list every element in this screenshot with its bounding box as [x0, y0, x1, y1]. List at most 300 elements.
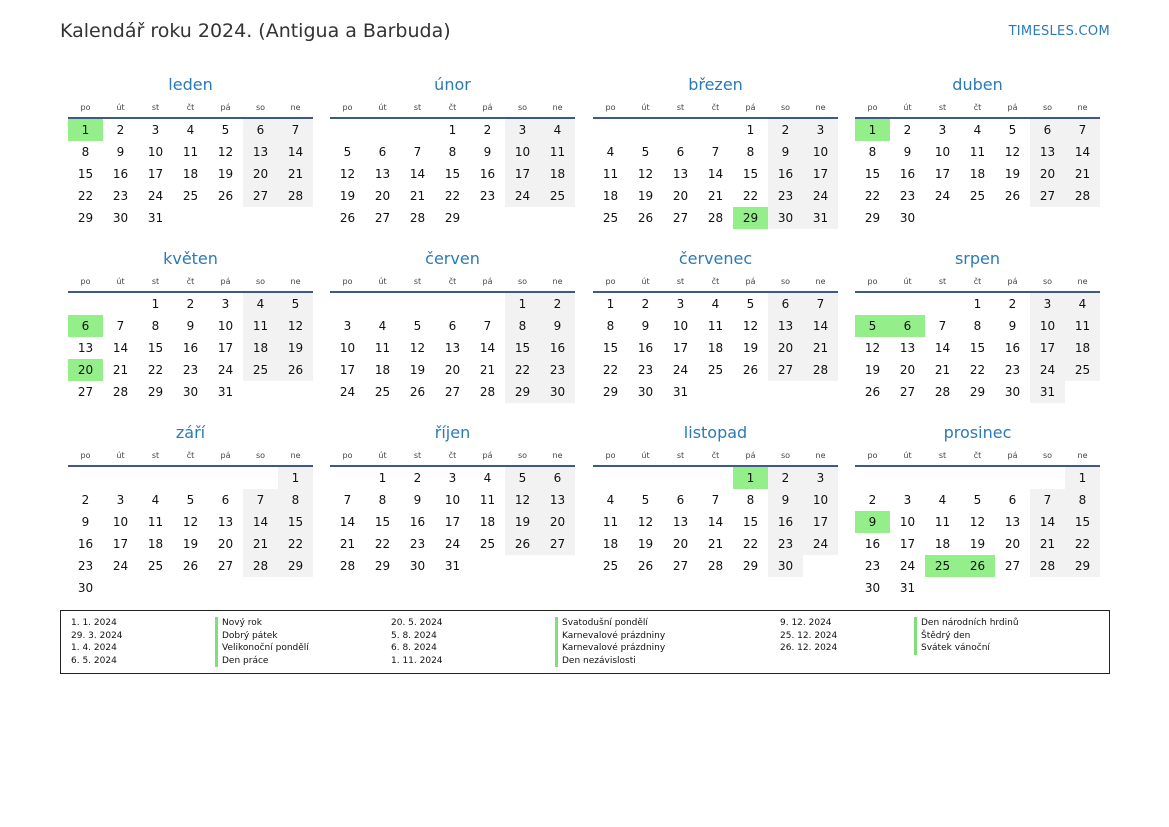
week-row: [68, 315, 313, 337]
weekday-label: út: [641, 450, 650, 460]
day-cell: 3: [903, 493, 912, 507]
weekday-header: [330, 272, 575, 290]
day-cell: 28: [803, 359, 838, 381]
month-7: [593, 246, 838, 403]
day-cell: 28: [339, 559, 356, 573]
day-cell: 9: [768, 141, 803, 163]
weekday-label: čt: [186, 450, 195, 460]
day-cell: 20: [217, 537, 234, 551]
day-cell: 27: [540, 533, 575, 555]
day-cell: 19: [637, 189, 654, 203]
day-cell: 23: [77, 559, 94, 573]
day-cell: 17: [1030, 337, 1065, 359]
weekday-label: út: [116, 450, 125, 460]
day-cell: 10: [803, 141, 838, 163]
day-cell: 23: [182, 363, 199, 377]
day-cell: 30: [637, 385, 654, 399]
day-cell: 27: [672, 559, 689, 573]
day-cell: 9: [768, 489, 803, 511]
day-cell: 16: [768, 163, 803, 185]
holiday-name: Svatodušní pondělí: [555, 617, 648, 630]
day-cell: 7: [938, 319, 947, 333]
week-row: [330, 207, 575, 229]
day-cell: 24: [339, 385, 356, 399]
month-name: červen: [425, 249, 480, 268]
day-cell: 7: [803, 293, 838, 315]
weekday-header: [855, 272, 1100, 290]
day-cell: 23: [112, 189, 129, 203]
day-cell: 7: [243, 489, 278, 511]
day-cell: 4: [606, 493, 615, 507]
day-cell: 17: [505, 163, 540, 185]
day-cell: 28: [243, 555, 278, 577]
day-cell: 18: [147, 537, 164, 551]
empty-cell: [68, 293, 103, 315]
week-row: [855, 337, 1100, 359]
holiday-entry: [780, 617, 1100, 630]
weekday-label: pá: [220, 276, 231, 286]
day-cell: 23: [479, 189, 496, 203]
day-cell: 1: [505, 293, 540, 315]
day-cell: 27: [1004, 559, 1021, 573]
day-cell: 8: [151, 319, 160, 333]
month-name: listopad: [683, 423, 748, 442]
holiday-date: 29. 3. 2024: [71, 630, 123, 641]
day-cell: 1: [606, 297, 615, 311]
weekday-label: so: [255, 102, 266, 112]
empty-cell: [698, 119, 733, 141]
day-cell: 16: [77, 537, 94, 551]
day-cell: 2: [116, 123, 125, 137]
weekday-label: ne: [552, 276, 563, 286]
holiday-name: Karnevalové prázdniny: [555, 642, 665, 655]
day-cell: 22: [969, 363, 986, 377]
week-row: [68, 511, 313, 533]
day-cell: 19: [339, 189, 356, 203]
day-cell: 9: [116, 145, 125, 159]
empty-cell: [365, 293, 400, 315]
day-cell: 29: [77, 211, 94, 225]
day-cell: 27: [374, 211, 391, 225]
weekday-label: út: [641, 276, 650, 286]
weekday-label: po: [867, 102, 878, 112]
empty-cell: [103, 577, 138, 599]
month-name: duben: [952, 75, 1003, 94]
day-cell: 22: [602, 363, 619, 377]
holiday-day-cell: 1: [68, 119, 103, 141]
weekday-label: po: [867, 450, 878, 460]
day-cell: 1: [1065, 467, 1100, 489]
holiday-entry: [391, 617, 771, 630]
day-cell: 8: [1065, 489, 1100, 511]
day-cell: 11: [374, 341, 391, 355]
empty-cell: [208, 467, 243, 489]
day-cell: 5: [746, 297, 755, 311]
weekday-label: st: [151, 276, 160, 286]
day-cell: 7: [483, 319, 492, 333]
holiday-name: Den národních hrdinů: [914, 617, 1019, 630]
weekday-label: út: [378, 102, 387, 112]
day-cell: 30: [112, 211, 129, 225]
weekday-label: ne: [1077, 102, 1088, 112]
weekday-label: čt: [711, 450, 720, 460]
day-cell: 19: [969, 537, 986, 551]
day-cell: 10: [339, 341, 356, 355]
day-cell: 27: [217, 559, 234, 573]
day-cell: 15: [374, 515, 391, 529]
day-cell: 20: [1004, 537, 1021, 551]
month-name: květen: [163, 249, 218, 268]
empty-cell: [435, 293, 470, 315]
empty-cell: [593, 467, 628, 489]
day-cell: 5: [641, 145, 650, 159]
week-row: [855, 163, 1100, 185]
day-cell: 13: [672, 167, 689, 181]
day-cell: 23: [864, 559, 881, 573]
day-cell: 10: [803, 489, 838, 511]
empty-cell: [330, 293, 365, 315]
week-row: [593, 381, 838, 403]
day-cell: 12: [339, 167, 356, 181]
weekday-header: [330, 98, 575, 116]
weekday-label: čt: [448, 450, 457, 460]
day-cell: 28: [112, 385, 129, 399]
day-cell: 7: [343, 493, 352, 507]
week-row: [68, 141, 313, 163]
day-cell: 23: [768, 533, 803, 555]
day-cell: 2: [483, 123, 492, 137]
empty-cell: [243, 207, 278, 229]
day-cell: 14: [112, 341, 129, 355]
week-row: [855, 207, 1100, 229]
day-cell: 18: [602, 189, 619, 203]
day-cell: 7: [711, 493, 720, 507]
day-cell: 23: [540, 359, 575, 381]
day-cell: 8: [746, 493, 755, 507]
empty-cell: [400, 293, 435, 315]
day-cell: 10: [444, 493, 461, 507]
day-cell: 6: [1008, 493, 1017, 507]
empty-cell: [208, 207, 243, 229]
weekday-label: ne: [290, 276, 301, 286]
holiday-date: 6. 5. 2024: [71, 655, 117, 666]
day-cell: 5: [973, 493, 982, 507]
empty-cell: [663, 119, 698, 141]
day-cell: 12: [742, 319, 759, 333]
holiday-day-cell: 26: [960, 555, 995, 577]
day-cell: 6: [768, 293, 803, 315]
day-cell: 13: [899, 341, 916, 355]
empty-cell: [1030, 467, 1065, 489]
empty-cell: [1030, 577, 1065, 599]
day-cell: 6: [676, 493, 685, 507]
day-cell: 20: [374, 189, 391, 203]
weekday-header: [330, 446, 575, 464]
day-cell: 30: [768, 207, 803, 229]
day-cell: 25: [1065, 359, 1100, 381]
empty-cell: [855, 293, 890, 315]
month-12: [855, 420, 1100, 599]
weekday-label: so: [255, 450, 266, 460]
day-cell: 26: [1004, 189, 1021, 203]
empty-cell: [505, 207, 540, 229]
weekday-label: so: [517, 102, 528, 112]
day-cell: 15: [969, 341, 986, 355]
day-cell: 18: [707, 341, 724, 355]
day-cell: 25: [374, 385, 391, 399]
empty-cell: [278, 381, 313, 403]
day-cell: 17: [803, 163, 838, 185]
day-cell: 22: [77, 189, 94, 203]
weekday-label: út: [903, 450, 912, 460]
day-cell: 22: [742, 537, 759, 551]
weekday-label: so: [517, 276, 528, 286]
holiday-name: Svátek vánoční: [914, 642, 990, 655]
day-cell: 21: [1065, 163, 1100, 185]
day-cell: 3: [151, 123, 160, 137]
empty-cell: [365, 119, 400, 141]
day-cell: 8: [81, 145, 90, 159]
day-cell: 29: [374, 559, 391, 573]
day-cell: 26: [278, 359, 313, 381]
day-cell: 15: [602, 341, 619, 355]
empty-cell: [138, 577, 173, 599]
day-cell: 16: [899, 167, 916, 181]
day-cell: 10: [672, 319, 689, 333]
day-cell: 18: [479, 515, 496, 529]
week-row: [855, 359, 1100, 381]
weekday-label: ne: [1077, 450, 1088, 460]
empty-cell: [593, 119, 628, 141]
day-cell: 21: [112, 363, 129, 377]
day-cell: 14: [1030, 511, 1065, 533]
day-cell: 15: [742, 515, 759, 529]
weekday-label: ne: [552, 102, 563, 112]
empty-cell: [1065, 207, 1100, 229]
day-cell: 10: [217, 319, 234, 333]
weekday-label: út: [116, 276, 125, 286]
weekday-label: so: [1042, 276, 1053, 286]
empty-cell: [243, 381, 278, 403]
week-row: [593, 163, 838, 185]
day-cell: 11: [182, 145, 199, 159]
week-row: [330, 381, 575, 403]
day-cell: 25: [969, 189, 986, 203]
day-cell: 3: [343, 319, 352, 333]
weekday-label: so: [1042, 102, 1053, 112]
weekday-label: pá: [482, 450, 493, 460]
month-name: říjen: [434, 423, 471, 442]
day-cell: 17: [444, 515, 461, 529]
day-cell: 15: [147, 341, 164, 355]
month-6: [330, 246, 575, 403]
weekday-label: st: [151, 450, 160, 460]
day-cell: 4: [483, 471, 492, 485]
day-cell: 20: [243, 163, 278, 185]
day-cell: 22: [374, 537, 391, 551]
holiday-date: 25. 12. 2024: [780, 630, 838, 641]
holiday-day-cell: 9: [855, 511, 890, 533]
day-cell: 17: [899, 537, 916, 551]
day-cell: 11: [147, 515, 164, 529]
day-cell: 28: [934, 385, 951, 399]
weekday-label: pá: [220, 102, 231, 112]
day-cell: 31: [899, 581, 916, 595]
day-cell: 12: [637, 167, 654, 181]
weekday-label: pá: [745, 276, 756, 286]
day-cell: 13: [243, 141, 278, 163]
day-cell: 28: [1065, 185, 1100, 207]
day-cell: 16: [637, 341, 654, 355]
holiday-day-cell: 1: [855, 119, 890, 141]
day-cell: 3: [448, 471, 457, 485]
day-cell: 1: [151, 297, 160, 311]
week-row: [855, 141, 1100, 163]
day-cell: 14: [243, 511, 278, 533]
weekday-label: st: [938, 450, 947, 460]
day-cell: 4: [540, 119, 575, 141]
month-name: únor: [434, 75, 471, 94]
day-cell: 30: [768, 555, 803, 577]
empty-cell: [960, 207, 995, 229]
day-cell: 31: [147, 211, 164, 225]
day-cell: 22: [1065, 533, 1100, 555]
day-cell: 27: [77, 385, 94, 399]
day-cell: 13: [77, 341, 94, 355]
empty-cell: [960, 577, 995, 599]
week-row: [68, 555, 313, 577]
weekday-header: [593, 446, 838, 464]
day-cell: 3: [116, 493, 125, 507]
day-cell: 14: [339, 515, 356, 529]
month-3: [593, 72, 838, 229]
day-cell: 24: [147, 189, 164, 203]
day-cell: 26: [864, 385, 881, 399]
weekday-label: po: [342, 276, 353, 286]
day-cell: 12: [409, 341, 426, 355]
day-cell: 10: [899, 515, 916, 529]
day-cell: 22: [505, 359, 540, 381]
empty-cell: [698, 381, 733, 403]
day-cell: 12: [182, 515, 199, 529]
day-cell: 25: [147, 559, 164, 573]
holiday-entry: [391, 642, 771, 655]
weekday-label: po: [80, 276, 91, 286]
weekday-label: čt: [448, 276, 457, 286]
empty-cell: [803, 555, 838, 577]
day-cell: 21: [934, 363, 951, 377]
day-cell: 14: [409, 167, 426, 181]
holiday-date: 1. 4. 2024: [71, 643, 117, 654]
day-cell: 11: [243, 315, 278, 337]
week-row: [330, 337, 575, 359]
day-cell: 29: [864, 211, 881, 225]
empty-cell: [663, 467, 698, 489]
week-row: [855, 555, 1100, 577]
weekday-label: po: [80, 102, 91, 112]
day-cell: 1: [378, 471, 387, 485]
day-cell: 26: [217, 189, 234, 203]
holiday-name: Karnevalové prázdniny: [555, 630, 665, 643]
day-cell: 10: [934, 145, 951, 159]
day-cell: 24: [505, 185, 540, 207]
day-cell: 11: [969, 145, 986, 159]
day-cell: 29: [444, 211, 461, 225]
day-cell: 24: [803, 185, 838, 207]
weekday-label: st: [151, 102, 160, 112]
day-cell: 18: [540, 163, 575, 185]
day-cell: 11: [1065, 315, 1100, 337]
holiday-day-cell: 25: [925, 555, 960, 577]
day-cell: 22: [444, 189, 461, 203]
empty-cell: [138, 467, 173, 489]
day-cell: 16: [540, 337, 575, 359]
day-cell: 26: [409, 385, 426, 399]
day-cell: 19: [742, 341, 759, 355]
empty-cell: [960, 467, 995, 489]
holiday-day-cell: 29: [733, 207, 768, 229]
weekday-label: čt: [186, 102, 195, 112]
day-cell: 16: [182, 341, 199, 355]
day-cell: 4: [938, 493, 947, 507]
weekday-label: ne: [290, 102, 301, 112]
empty-cell: [925, 293, 960, 315]
day-cell: 3: [938, 123, 947, 137]
site-link[interactable]: TIMESLES.COM: [1008, 24, 1110, 39]
day-cell: 28: [479, 385, 496, 399]
week-row: [68, 577, 313, 599]
day-cell: 7: [711, 145, 720, 159]
day-cell: 14: [1065, 141, 1100, 163]
day-cell: 23: [409, 537, 426, 551]
holiday-date: 20. 5. 2024: [391, 618, 443, 628]
day-cell: 28: [707, 211, 724, 225]
day-cell: 3: [505, 119, 540, 141]
weekday-label: so: [780, 450, 791, 460]
day-cell: 13: [374, 167, 391, 181]
month-11: [593, 420, 838, 577]
day-cell: 26: [742, 363, 759, 377]
week-row: [593, 337, 838, 359]
week-row: [68, 489, 313, 511]
holiday-name: Velikonoční pondělí: [215, 642, 309, 655]
day-cell: 30: [864, 581, 881, 595]
day-cell: 10: [505, 141, 540, 163]
day-cell: 3: [676, 297, 685, 311]
holiday-date: 26. 12. 2024: [780, 643, 838, 654]
month-4: [855, 72, 1100, 229]
day-cell: 23: [637, 363, 654, 377]
week-row: [68, 467, 313, 489]
day-cell: 21: [278, 163, 313, 185]
day-cell: 20: [672, 189, 689, 203]
weekday-label: čt: [448, 102, 457, 112]
weekday-label: pá: [1007, 102, 1018, 112]
day-cell: 19: [637, 537, 654, 551]
day-cell: 19: [217, 167, 234, 181]
empty-cell: [925, 577, 960, 599]
day-cell: 13: [1004, 515, 1021, 529]
day-cell: 14: [707, 515, 724, 529]
day-cell: 30: [1004, 385, 1021, 399]
day-cell: 16: [409, 515, 426, 529]
day-cell: 19: [505, 511, 540, 533]
day-cell: 23: [768, 185, 803, 207]
day-cell: 2: [81, 493, 90, 507]
day-cell: 9: [641, 319, 650, 333]
week-row: [593, 315, 838, 337]
empty-cell: [768, 381, 803, 403]
